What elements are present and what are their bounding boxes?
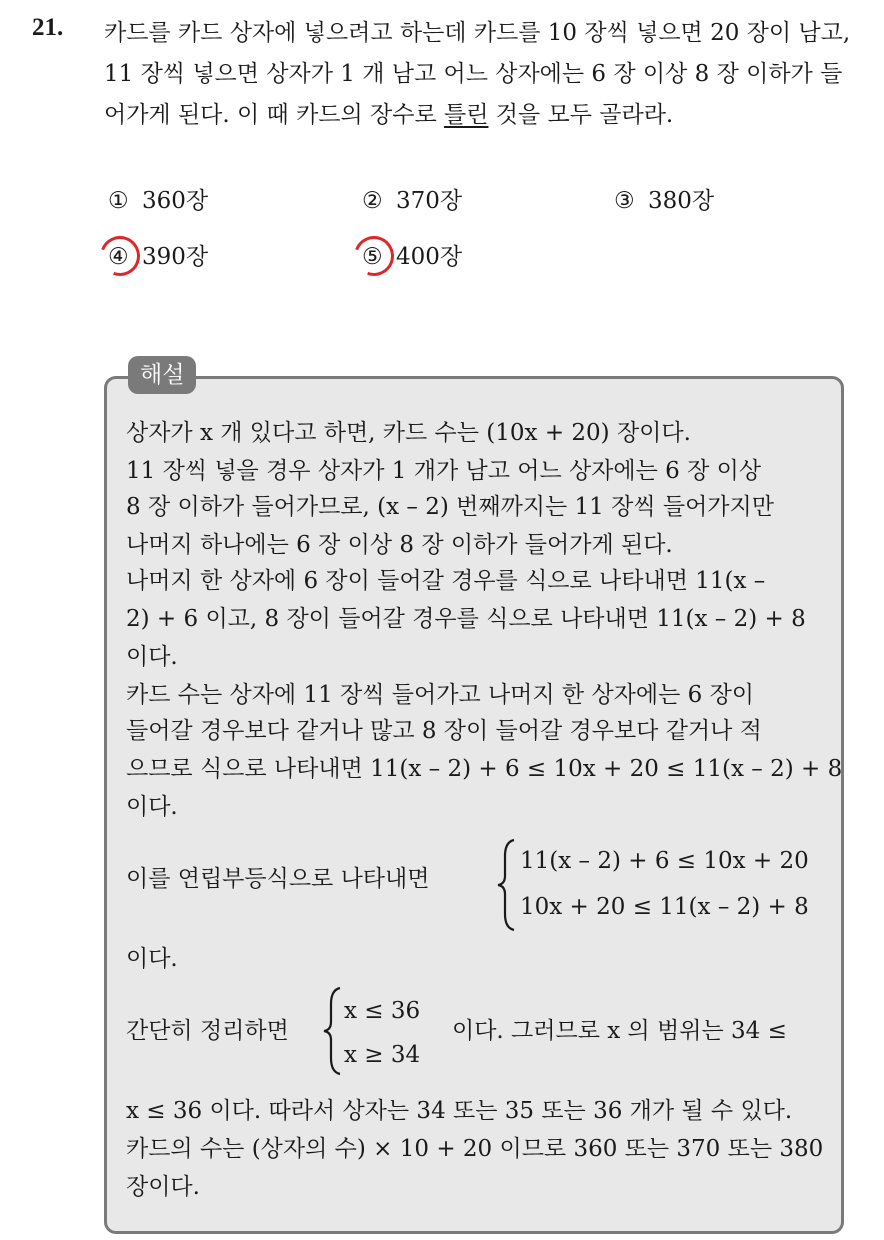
choice-2-text: 370장 <box>396 188 463 214</box>
choice-3-mark: ③ <box>614 188 635 214</box>
question-underlined-word: 틀린 <box>444 102 489 128</box>
final-line-3: 장이다. <box>126 1174 200 1200</box>
system2-eq1: x ≤ 36 <box>344 998 421 1024</box>
choice-4-mark-wrap <box>108 242 142 272</box>
system1-brace <box>496 838 518 932</box>
solution-line-9: 들어갈 경우보다 같거나 많고 8 장이 들어갈 경우보다 같거나 적 <box>126 718 762 744</box>
solution-line-10: 으므로 식으로 나타내면 11(x – 2) + 6 ≤ 10x + 20 ≤ 11(x – 2) + 8 <box>126 756 843 782</box>
system2-eq2: x ≥ 34 <box>344 1042 421 1068</box>
choice-1-text: 360장 <box>142 188 209 214</box>
solution-tag: 해설 <box>128 356 196 394</box>
choice-3[interactable] <box>614 186 714 216</box>
choice-5[interactable] <box>362 242 462 272</box>
after-system1: 이다. <box>126 946 178 972</box>
choice-5-selected-circle <box>347 229 400 282</box>
question-text <box>104 13 864 136</box>
solution-line-4: 나머지 하나에는 6 장 이상 8 장 이하가 들어가게 된다. <box>126 532 673 558</box>
system2-brace <box>322 986 344 1076</box>
system1-eq1: 11(x – 2) + 6 ≤ 10x + 20 <box>520 848 809 874</box>
solution-line-6: 2) + 6 이고, 8 장이 들어갈 경우를 식으로 나타내면 11(x – 2) + 8 <box>126 606 806 632</box>
solution-line-5: 나머지 한 상자에 6 장이 들어갈 경우를 식으로 나타내면 11(x – <box>126 568 766 594</box>
solution-line-8: 카드 수는 상자에 11 장씩 들어가고 나머지 한 상자에는 6 장이 <box>126 682 755 708</box>
solution-line-2: 11 장씩 넣을 경우 상자가 1 개가 남고 어느 상자에는 6 장 이상 <box>126 458 762 484</box>
choice-5-mark: ⑤ <box>362 244 383 270</box>
choice-4-text: 390장 <box>142 244 209 270</box>
solution-line-11: 이다. <box>126 794 178 820</box>
solution-line-3: 8 장 이하가 들어가므로, (x – 2) 번째까지는 11 장씩 들어가지만 <box>126 494 774 520</box>
question-text-part2: 것을 모두 골라라. <box>488 102 674 128</box>
choice-3-text: 380장 <box>648 188 715 214</box>
choice-4-selected-circle <box>93 229 146 282</box>
system2-label: 간단히 정리하면 <box>126 1018 289 1044</box>
question-text-part1: 카드를 카드 상자에 넣으려고 하는데 카드를 10 장씩 넣으면 20 장이 남고, 11 장씩 넣으면 상자가 1 개 남고 어느 상자에는 6 장 이상 8 장 이하가 들어가게 된다. 이 때 카드의 장수로 <box>104 20 851 128</box>
question-number: 21. <box>32 14 64 41</box>
choice-4[interactable] <box>108 242 208 272</box>
choice-1[interactable] <box>108 186 208 216</box>
system1-eq2: 10x + 20 ≤ 11(x – 2) + 8 <box>520 894 809 920</box>
choice-2-mark: ② <box>362 188 383 214</box>
final-line-1: x ≤ 36 이다. 따라서 상자는 34 또는 35 또는 36 개가 될 수 있다. <box>126 1098 793 1124</box>
final-line-2: 카드의 수는 (상자의 수) × 10 + 20 이므로 360 또는 370 또는 380 <box>126 1136 824 1162</box>
solution-line-7: 이다. <box>126 644 178 670</box>
choice-2[interactable] <box>362 186 462 216</box>
choice-1-mark: ① <box>108 188 129 214</box>
solution-line-1: 상자가 x 개 있다고 하면, 카드 수는 (10x + 20) 장이다. <box>126 420 691 446</box>
system1-label: 이를 연립부등식으로 나타내면 <box>126 866 430 892</box>
choice-5-mark-wrap <box>362 242 396 272</box>
system2-after: 이다. 그러므로 x 의 범위는 34 ≤ <box>452 1018 787 1044</box>
choice-4-mark: ④ <box>108 244 129 270</box>
choice-5-text: 400장 <box>396 244 463 270</box>
